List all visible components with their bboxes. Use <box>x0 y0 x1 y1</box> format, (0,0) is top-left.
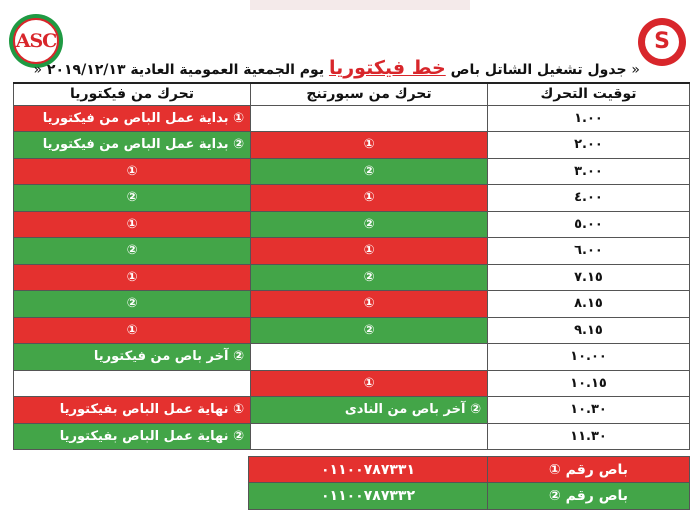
sporting-cell: ② آخر باص من النادى <box>251 397 488 424</box>
time-cell: ١٠.١٥ <box>488 370 690 397</box>
header-victoria: تحرك من فيكتوريا <box>14 83 251 105</box>
schedule-body <box>14 83 690 450</box>
sporting-cell: ② <box>251 264 488 291</box>
victoria-cell: ① <box>14 211 251 238</box>
table-row <box>14 264 690 291</box>
title-date: ٢٠١٩/١٢/١٣ <box>46 62 126 78</box>
bus-1-contact <box>248 456 690 484</box>
sporting-cell <box>251 423 488 450</box>
sporting-cell: ② <box>251 317 488 344</box>
bus-1-label-text: باص رقم <box>565 462 629 478</box>
bus-1-phone: ٠١١٠٠٧٨٧٣٣١ <box>249 457 488 484</box>
header-time: توقيت التحرك <box>488 83 690 105</box>
time-cell: ٣.٠٠ <box>488 158 690 185</box>
bus-2-phone: ٠١١٠٠٧٨٧٣٣٢ <box>249 483 488 510</box>
sporting-cell: ② <box>251 211 488 238</box>
club-logo-right-glyph: S <box>654 29 670 54</box>
victoria-cell <box>14 370 251 397</box>
table-row <box>14 105 690 132</box>
club-logo-right-inner <box>645 25 679 59</box>
bus-2-label-text: باص رقم <box>565 488 629 504</box>
victoria-cell: ② <box>14 185 251 212</box>
title-prefix: جدول تشغيل الشاتل باص <box>450 62 627 78</box>
victoria-cell: ② آخر باص من فيكتوريا <box>14 344 251 371</box>
victoria-cell: ② <box>14 291 251 318</box>
time-cell: ١.٠٠ <box>488 105 690 132</box>
title-decoration-end: « <box>33 62 43 78</box>
sporting-cell: ① <box>251 238 488 265</box>
time-cell: ٢.٠٠ <box>488 132 690 159</box>
sporting-cell: ② <box>251 158 488 185</box>
sporting-cell: ① <box>251 185 488 212</box>
page-title <box>33 57 640 79</box>
title-decoration-start: « <box>631 62 640 78</box>
victoria-cell: ① <box>14 264 251 291</box>
victoria-cell: ① <box>14 158 251 185</box>
table-header-row <box>14 83 690 105</box>
table-row <box>14 132 690 159</box>
victoria-cell: ② <box>14 238 251 265</box>
time-cell: ١٠.٠٠ <box>488 344 690 371</box>
sporting-cell: ① <box>251 132 488 159</box>
time-cell: ٤.٠٠ <box>488 185 690 212</box>
header-sporting: تحرك من سبورتنج <box>251 83 488 105</box>
table-row <box>14 370 690 397</box>
sporting-cell <box>251 344 488 371</box>
table-row <box>14 238 690 265</box>
victoria-cell: ① نهاية عمل الباص بفيكتوريا <box>14 397 251 424</box>
table-row <box>14 291 690 318</box>
table-row <box>14 397 690 424</box>
bus-2-label <box>488 483 690 510</box>
bus-1-badge: ① <box>548 462 561 478</box>
time-cell: ٥.٠٠ <box>488 211 690 238</box>
top-decoration <box>250 0 470 10</box>
table-row <box>14 185 690 212</box>
victoria-cell: ① بداية عمل الباص من فيكتوريا <box>14 105 251 132</box>
table-row <box>14 423 690 450</box>
table-row <box>14 344 690 371</box>
bus-1-label <box>488 457 690 484</box>
time-cell: ٧.١٥ <box>488 264 690 291</box>
sporting-cell <box>251 105 488 132</box>
bus-1-row <box>249 457 690 484</box>
table-row <box>14 158 690 185</box>
club-logo-text: ASC <box>15 30 57 52</box>
victoria-cell: ② بداية عمل الباص من فيكتوريا <box>14 132 251 159</box>
time-cell: ١١.٣٠ <box>488 423 690 450</box>
table-row <box>14 317 690 344</box>
victoria-cell: ② نهاية عمل الباص بفيكتوريا <box>14 423 251 450</box>
title-line-name: خط فيكتوريا <box>328 57 446 79</box>
time-cell: ٦.٠٠ <box>488 238 690 265</box>
schedule-table <box>13 82 690 450</box>
victoria-cell: ① <box>14 317 251 344</box>
sporting-cell: ① <box>251 370 488 397</box>
time-cell: ١٠.٣٠ <box>488 397 690 424</box>
bus-2-contact <box>248 482 690 510</box>
title-suffix: يوم الجمعية العمومية العادية <box>130 62 325 78</box>
bus-2-row <box>249 483 690 510</box>
time-cell: ٨.١٥ <box>488 291 690 318</box>
table-row <box>14 211 690 238</box>
club-logo-right <box>638 18 686 66</box>
sporting-cell: ① <box>251 291 488 318</box>
time-cell: ٩.١٥ <box>488 317 690 344</box>
bus-2-badge: ② <box>548 488 561 504</box>
